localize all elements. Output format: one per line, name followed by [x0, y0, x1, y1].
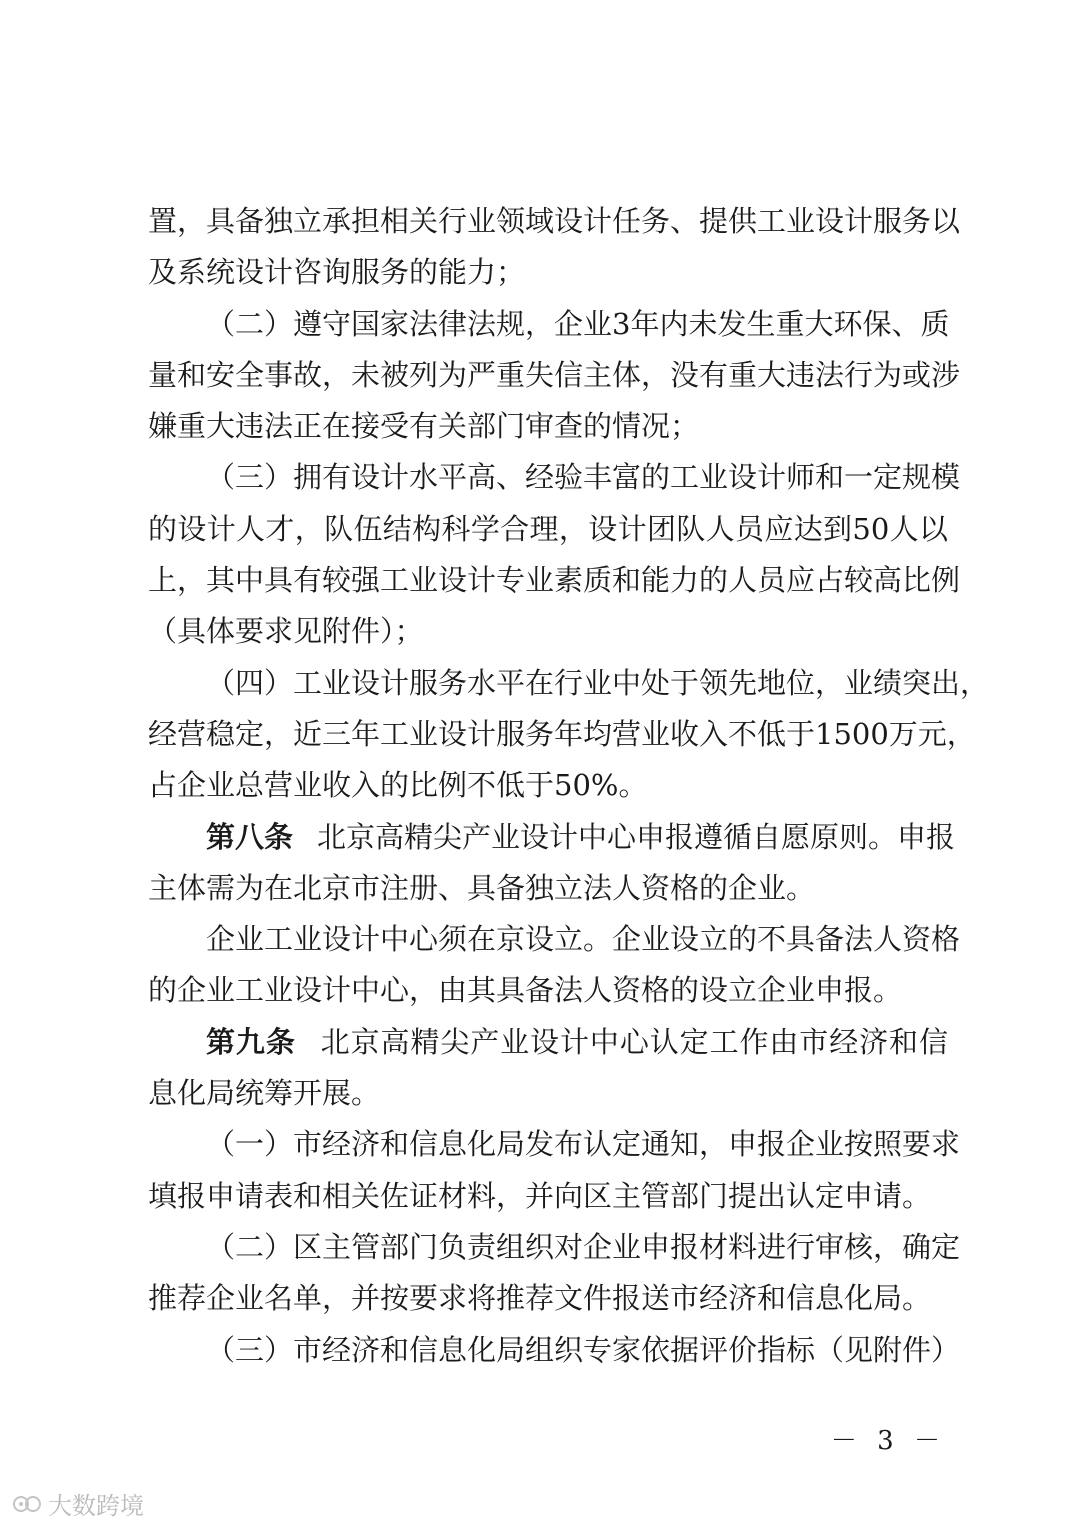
text-line: 占企业总营业收入的比例不低于50%。 — [148, 768, 648, 803]
article-9-line — [148, 1017, 948, 1068]
article-8-line — [148, 812, 956, 863]
text-line: 的设计人才，队伍结构科学合理，设计团队人员应达到50人以 — [148, 511, 948, 546]
text-line: 的企业工业设计中心，由其具备法人资格的设立企业申报。 — [148, 973, 903, 1008]
text-line: 上，其中具有较强工业设计专业素质和能力的人员应占较高比例 — [148, 563, 961, 598]
text-line: 置，具备独立承担相关行业领域设计任务、提供工业设计服务以 — [148, 204, 961, 238]
article-9-heading: 第九条 — [206, 1024, 296, 1059]
text-line: （三）市经济和信息化局组织专家依据评价指标（见附件） — [206, 1332, 961, 1367]
text-line: 经营稳定，近三年工业设计服务年均营业收入不低于1500万元， — [148, 716, 976, 751]
text-line: 北京高精尖产业设计中心认定工作由市经济和信 — [319, 1024, 948, 1059]
text-line: 量和安全事故，未被列为严重失信主体，没有重大违法行为或涉 — [148, 357, 961, 392]
watermark-text: 大数跨境 — [48, 1492, 144, 1520]
article-8-heading: 第八条 — [206, 819, 294, 854]
text-line: （二）遵守国家法律法规，企业3年内未发生重大环保、质 — [206, 306, 950, 341]
text-line: 填报申请表和相关佐证材料，并向区主管部门提出认定申请。 — [148, 1178, 932, 1213]
watermark-logo-icon — [12, 1492, 42, 1516]
text-line: （四）工业设计服务水平在行业中处于领先地位，业绩突出， — [206, 665, 990, 700]
text-line: 及系统设计咨询服务的能力； — [148, 255, 526, 290]
text-line: （三）拥有设计水平高、经验丰富的工业设计师和一定规模 — [206, 460, 961, 495]
text-line: 北京高精尖产业设计中心申报遵循自愿原则。申报 — [317, 819, 956, 854]
watermark — [12, 1486, 144, 1521]
document-body — [148, 196, 990, 1376]
text-line: 企业工业设计中心须在京设立。企业设立的不具备法人资格 — [206, 922, 961, 957]
text-line: 主体需为在北京市注册、具备独立法人资格的企业。 — [148, 870, 816, 905]
text-line: （一）市经济和信息化局发布认定通知，申报企业按照要求 — [206, 1127, 961, 1162]
text-line: （二）区主管部门负责组织对企业申报材料进行审核，确定 — [206, 1229, 961, 1264]
text-line: 嫌重大违法正在接受有关部门审查的情况； — [148, 409, 700, 444]
text-line: （具体要求见附件）； — [148, 614, 424, 649]
text-line: 息化局统筹开展。 — [148, 1076, 381, 1111]
page-number: － 3 － — [830, 1426, 946, 1456]
text-line: 推荐企业名单，并按要求将推荐文件报送市经济和信息化局。 — [148, 1281, 932, 1316]
